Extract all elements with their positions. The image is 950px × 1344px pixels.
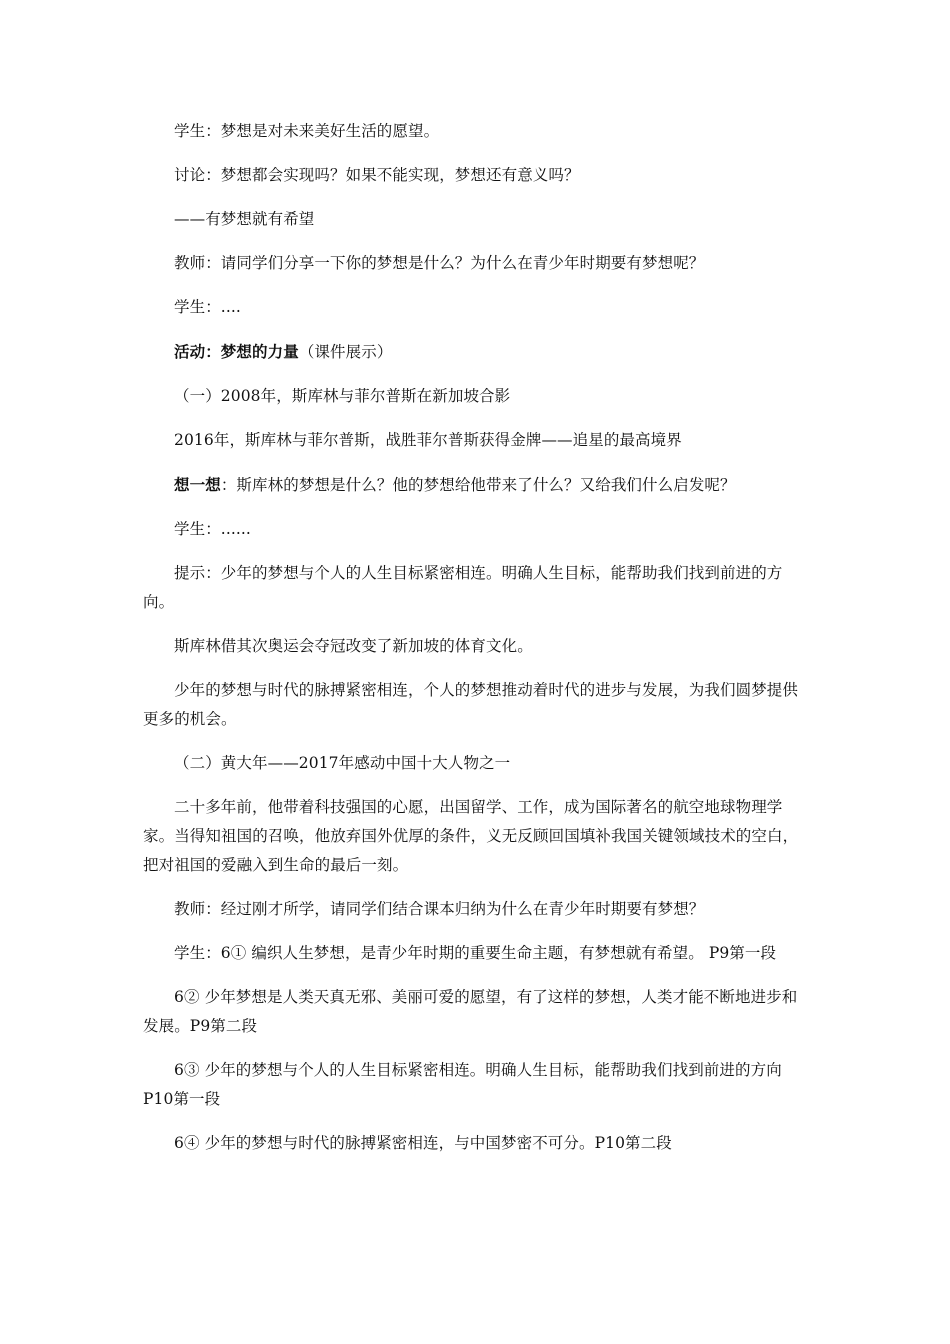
activity-title: 活动：梦想的力量 (174, 342, 299, 361)
paragraph-hint: 提示：少年的梦想与个人的人生目标紧密相连。明确人生目标，能帮助我们找到前进的方向。 (143, 564, 783, 611)
paragraph-student-answer: 学生：梦想是对未来美好生活的愿望。 (174, 122, 440, 140)
document-page (143, 117, 803, 1173)
paragraph-point-1: 学生：6① 编织人生梦想，是青少年时期的重要生命主题，有梦想就有希望。 P9第一段 (174, 944, 777, 962)
paragraph-huang-story: 二十多年前，他带着科技强国的心愿，出国留学、工作，成为国际著名的航空地球物理学家。当得知祖国的召唤，他放弃国外优厚的条件，义无反顾回国填补我国关键领域技术的空白，把对祖国的爱融入到生命的最后一刻。 (143, 798, 799, 874)
paragraph-activity-heading: 活动：梦想的力量（课件展示） (174, 342, 393, 361)
paragraph-point-4: 6④ 少年的梦想与时代的脉搏紧密相连，与中国梦密不可分。P10第二段 (174, 1134, 672, 1152)
paragraph-point-3: 6③ 少年的梦想与个人的人生目标紧密相连。明确人生目标，能帮助我们找到前进的方向 P10第一段 (143, 1061, 782, 1108)
paragraph-teacher-question: 教师：请同学们分享一下你的梦想是什么？为什么在青少年时期要有梦想呢？ (174, 254, 705, 272)
paragraph-student-reply-2: 学生：...... (174, 520, 251, 538)
paragraph-point-2: 6② 少年梦想是人类天真无邪、美丽可爱的愿望，有了这样的梦想，人类才能不断地进步和发展。P9第二段 (143, 988, 798, 1035)
paragraph-case-one-2016: 2016年，斯库林与菲尔普斯，战胜菲尔普斯获得金牌——追星的最高境界 (174, 431, 682, 449)
think-label: 想一想 (174, 475, 221, 494)
paragraph-discussion: 讨论：梦想都会实现吗？如果不能实现，梦想还有意义吗？ (174, 166, 580, 184)
paragraph-case-one: （一）2008年，斯库林与菲尔普斯在新加坡合影 (174, 387, 511, 405)
paragraph-case-two: （二）黄大年——2017年感动中国十大人物之一 (174, 754, 511, 772)
paragraph-think: 想一想：斯库林的梦想是什么？他的梦想给他带来了什么？又给我们什么启发呢？ (174, 475, 736, 494)
paragraph-hope-heading: ——有梦想就有希望 (174, 210, 315, 228)
paragraph-teacher-summary: 教师：经过刚才所学，请同学们结合课本归纳为什么在青少年时期要有梦想？ (174, 900, 705, 918)
paragraph-dream-era: 少年的梦想与时代的脉搏紧密相连，个人的梦想推动着时代的进步与发展，为我们圆梦提供更多的机会。 (143, 681, 799, 728)
paragraph-schooling-culture: 斯库林借其次奥运会夺冠改变了新加坡的体育文化。 (174, 637, 533, 655)
paragraph-student-reply: 学生：.... (174, 298, 241, 316)
